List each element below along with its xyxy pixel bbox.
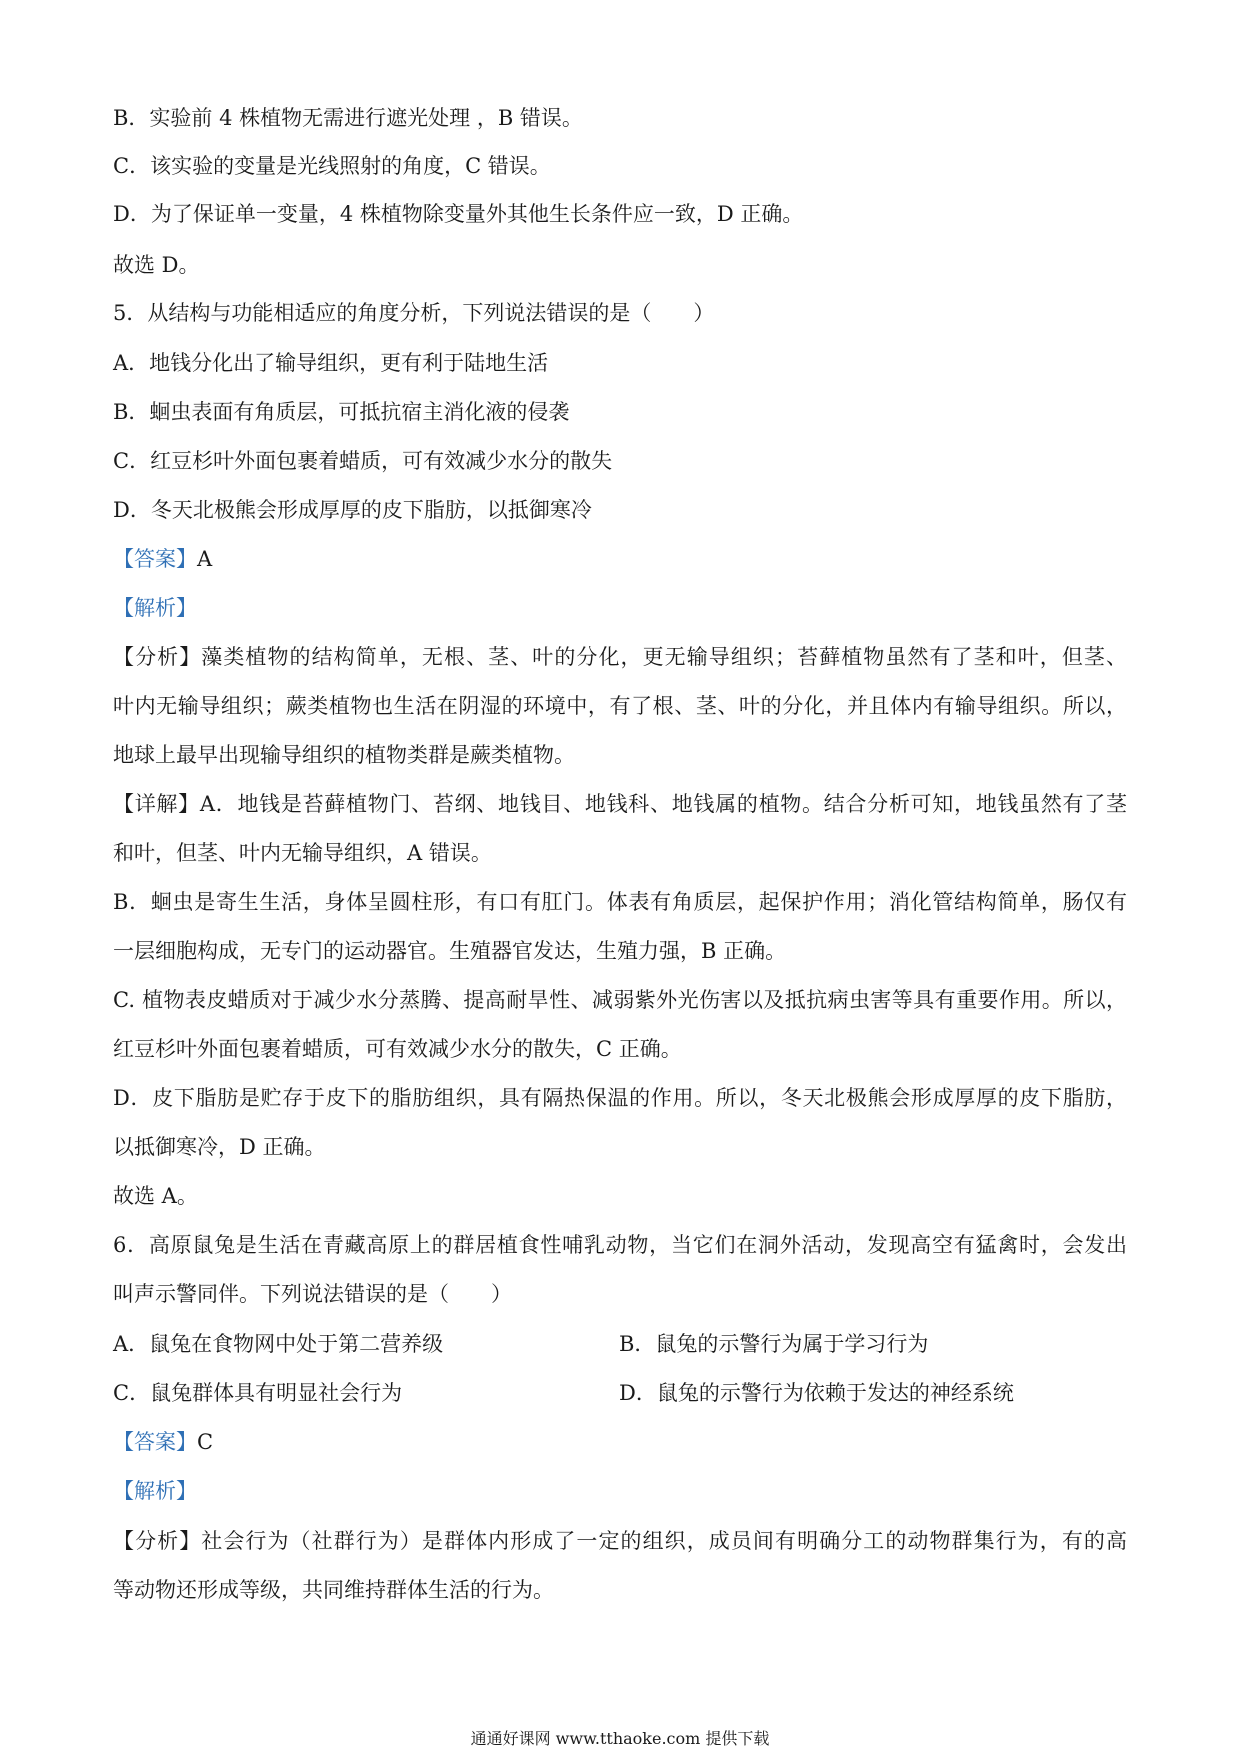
answer-tag: 【答案】 [113, 1430, 197, 1454]
q6-fenxi-line: 【分析】社会行为（社群行为）是群体内形成了一定的组织，成员间有明确分工的动物群集行为，有的高 [113, 1529, 1127, 1553]
prev-option-b: B．实验前 4 株植物无需进行遮光处理 ，B 错误。 [113, 106, 583, 130]
prev-option-d: D．为了保证单一变量，4 株植物除变量外其他生长条件应一致，D 正确。 [113, 202, 804, 226]
q6-fenxi-line: 等动物还形成等级，共同维持群体生活的行为。 [113, 1578, 554, 1602]
q5-stem: 5．从结构与功能相适应的角度分析，下列说法错误的是（ ） [113, 301, 715, 325]
q5-analysis-tag: 【解析】 [113, 596, 197, 620]
q5-detail-line: 一层细胞构成，无专门的运动器官。生殖器官发达，生殖力强，B 正确。 [113, 939, 787, 963]
q6-option-d: D．鼠兔的示警行为依赖于发达的神经系统 [619, 1381, 1014, 1405]
q5-fenxi-line: 【分析】藻类植物的结构简单，无根、茎、叶的分化，更无输导组织；苔藓植物虽然有了茎和叶，但茎、 [113, 645, 1127, 669]
q6-option-b: B．鼠兔的示警行为属于学习行为 [619, 1332, 929, 1356]
q5-detail-line: D．皮下脂肪是贮存于皮下的脂肪组织，具有隔热保温的作用。所以，冬天北极熊会形成厚厚的皮下脂肪， [113, 1086, 1127, 1110]
q6-stem-line: 叫声示警同伴。下列说法错误的是（ ） [113, 1282, 512, 1306]
q5-option-b: B．蛔虫表面有角质层，可抵抗宿主消化液的侵袭 [113, 400, 570, 424]
q5-conclusion: 故选 A。 [113, 1184, 198, 1208]
q6-analysis-tag: 【解析】 [113, 1479, 197, 1503]
prev-option-c: C．该实验的变量是光线照射的角度，C 错误。 [113, 154, 551, 178]
q5-option-a: A．地钱分化出了输导组织，更有利于陆地生活 [113, 351, 549, 375]
answer-tag: 【答案】 [113, 547, 197, 571]
q5-fenxi-line: 地球上最早出现输导组织的植物类群是蕨类植物。 [113, 743, 575, 767]
q5-answer [113, 545, 212, 573]
q5-fenxi-line: 叶内无输导组织；蕨类植物也生活在阴湿的环境中，有了根、茎、叶的分化，并且体内有输导组织。所以， [113, 694, 1127, 718]
q5-detail-line: 红豆杉叶外面包裹着蜡质，可有效减少水分的散失，C 正确。 [113, 1037, 682, 1061]
q5-detail-line: 以抵御寒冷，D 正确。 [113, 1135, 326, 1159]
answer-value: A [197, 547, 213, 571]
q5-option-c: C．红豆杉叶外面包裹着蜡质，可有效减少水分的散失 [113, 449, 613, 473]
q6-option-c: C．鼠兔群体具有明显社会行为 [113, 1381, 403, 1405]
q6-answer [113, 1428, 213, 1456]
q5-detail-line: B．蛔虫是寄生生活，身体呈圆柱形，有口有肛门。体表有角质层，起保护作用；消化管结构简单，肠仅有 [113, 890, 1127, 914]
prev-conclusion: 故选 D。 [113, 253, 200, 277]
q5-detail-line: C. 植物表皮蜡质对于减少水分蒸腾、提高耐旱性、减弱紫外光伤害以及抵抗病虫害等具有重要作用。所以， [113, 988, 1127, 1012]
answer-value: C [197, 1430, 214, 1454]
q5-detail-line: 【详解】A．地钱是苔藓植物门、苔纲、地钱目、地钱科、地钱属的植物。结合分析可知，地钱虽然有了茎 [113, 792, 1127, 816]
page-footer: 通通好课网 www.tthaoke.com 提供下载 [470, 1729, 770, 1748]
q6-option-a: A．鼠兔在食物网中处于第二营养级 [113, 1332, 444, 1356]
q5-detail-line: 和叶，但茎、叶内无输导组织，A 错误。 [113, 841, 492, 865]
q5-option-d: D．冬天北极熊会形成厚厚的皮下脂肪，以抵御寒冷 [113, 498, 592, 522]
q6-stem-line: 6．高原鼠兔是生活在青藏高原上的群居植食性哺乳动物，当它们在洞外活动，发现高空有猛禽时，会发出 [113, 1233, 1127, 1257]
